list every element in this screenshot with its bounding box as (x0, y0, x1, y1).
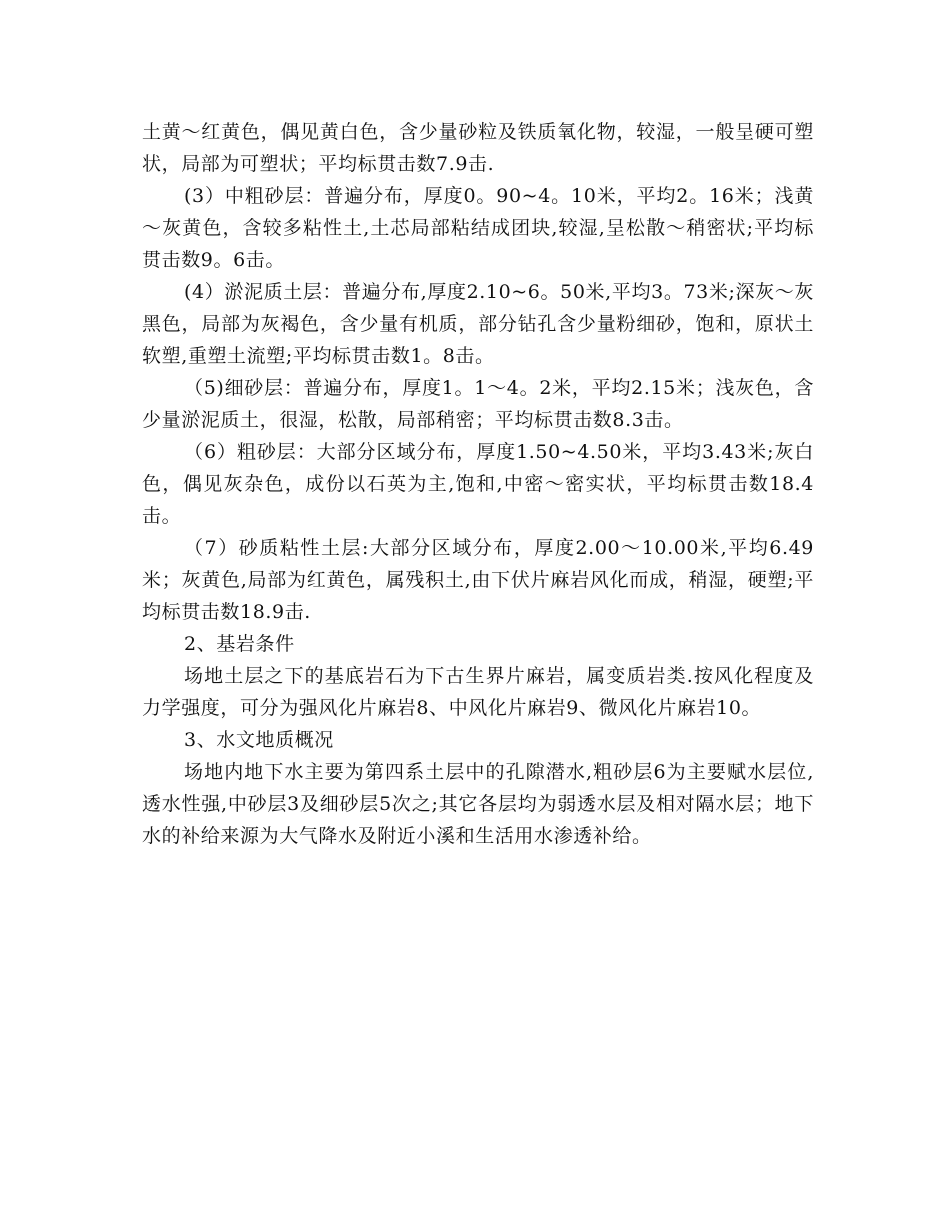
paragraph-silty-clay-continued: 土黄～红黄色，偶见黄白色，含少量砂粒及铁质氧化物，较湿，一般呈硬可塑状，局部为可塑状；平均标贯击数7.9击. (142, 121, 814, 175)
paragraph-layer-4-mucky-soil: (4）淤泥质土层：普遍分布,厚度2.10~6。50米,平均3。73米;深灰～灰黑色，局部为灰褐色，含少量有机质，部分钻孔含少量粉细砂，饱和，原状土软塑,重塑土流塑;平均标贯击数1。8击。 (142, 281, 814, 367)
paragraph-layer-5-fine-sand: （5)细砂层：普遍分布，厚度1。1～4。2米，平均2.15米；浅灰色，含少量淤泥质土，很湿，松散，局部稍密；平均标贯击数8.3击。 (142, 377, 814, 431)
paragraph-layer-6-coarse-sand: （6）粗砂层：大部分区域分布，厚度1.50~4.50米，平均3.43米;灰白色，偶见灰杂色，成份以石英为主,饱和,中密～密实状，平均标贯击数18.4击。 (142, 441, 814, 527)
heading-hydrogeology: 3、水文地质概况 (184, 729, 334, 751)
paragraph-layer-7-sandy-clay: （7）砂质粘性土层:大部分区域分布，厚度2.00～10.00米,平均6.49米；灰黄色,局部为红黄色，属残积土,由下伏片麻岩风化而成，稍湿，硬塑;平均标贯击数18.9击. (142, 537, 814, 623)
paragraph-groundwater: 场地内地下水主要为第四系土层中的孔隙潜水,粗砂层6为主要赋水层位,透水性强,中砂层3及细砂层5次之;其它各层均为弱透水层及相对隔水层；地下水的补给来源为大气降水及附近小溪和生活用水渗透补给。 (142, 761, 814, 847)
paragraph-bedrock: 场地土层之下的基底岩石为下古生界片麻岩，属变质岩类.按风化程度及力学强度，可分为强风化片麻岩8、中风化片麻岩9、微风化片麻岩10。 (142, 665, 814, 719)
heading-bedrock-conditions: 2、基岩条件 (184, 633, 295, 655)
document-body (142, 116, 814, 852)
paragraph-layer-3-medium-coarse-sand: (3）中粗砂层：普遍分布，厚度0。90~4。10米，平均2。16米；浅黄～灰黄色，含较多粘性土,土芯局部粘结成团块,较湿,呈松散～稍密状;平均标贯击数9。6击。 (142, 185, 814, 271)
